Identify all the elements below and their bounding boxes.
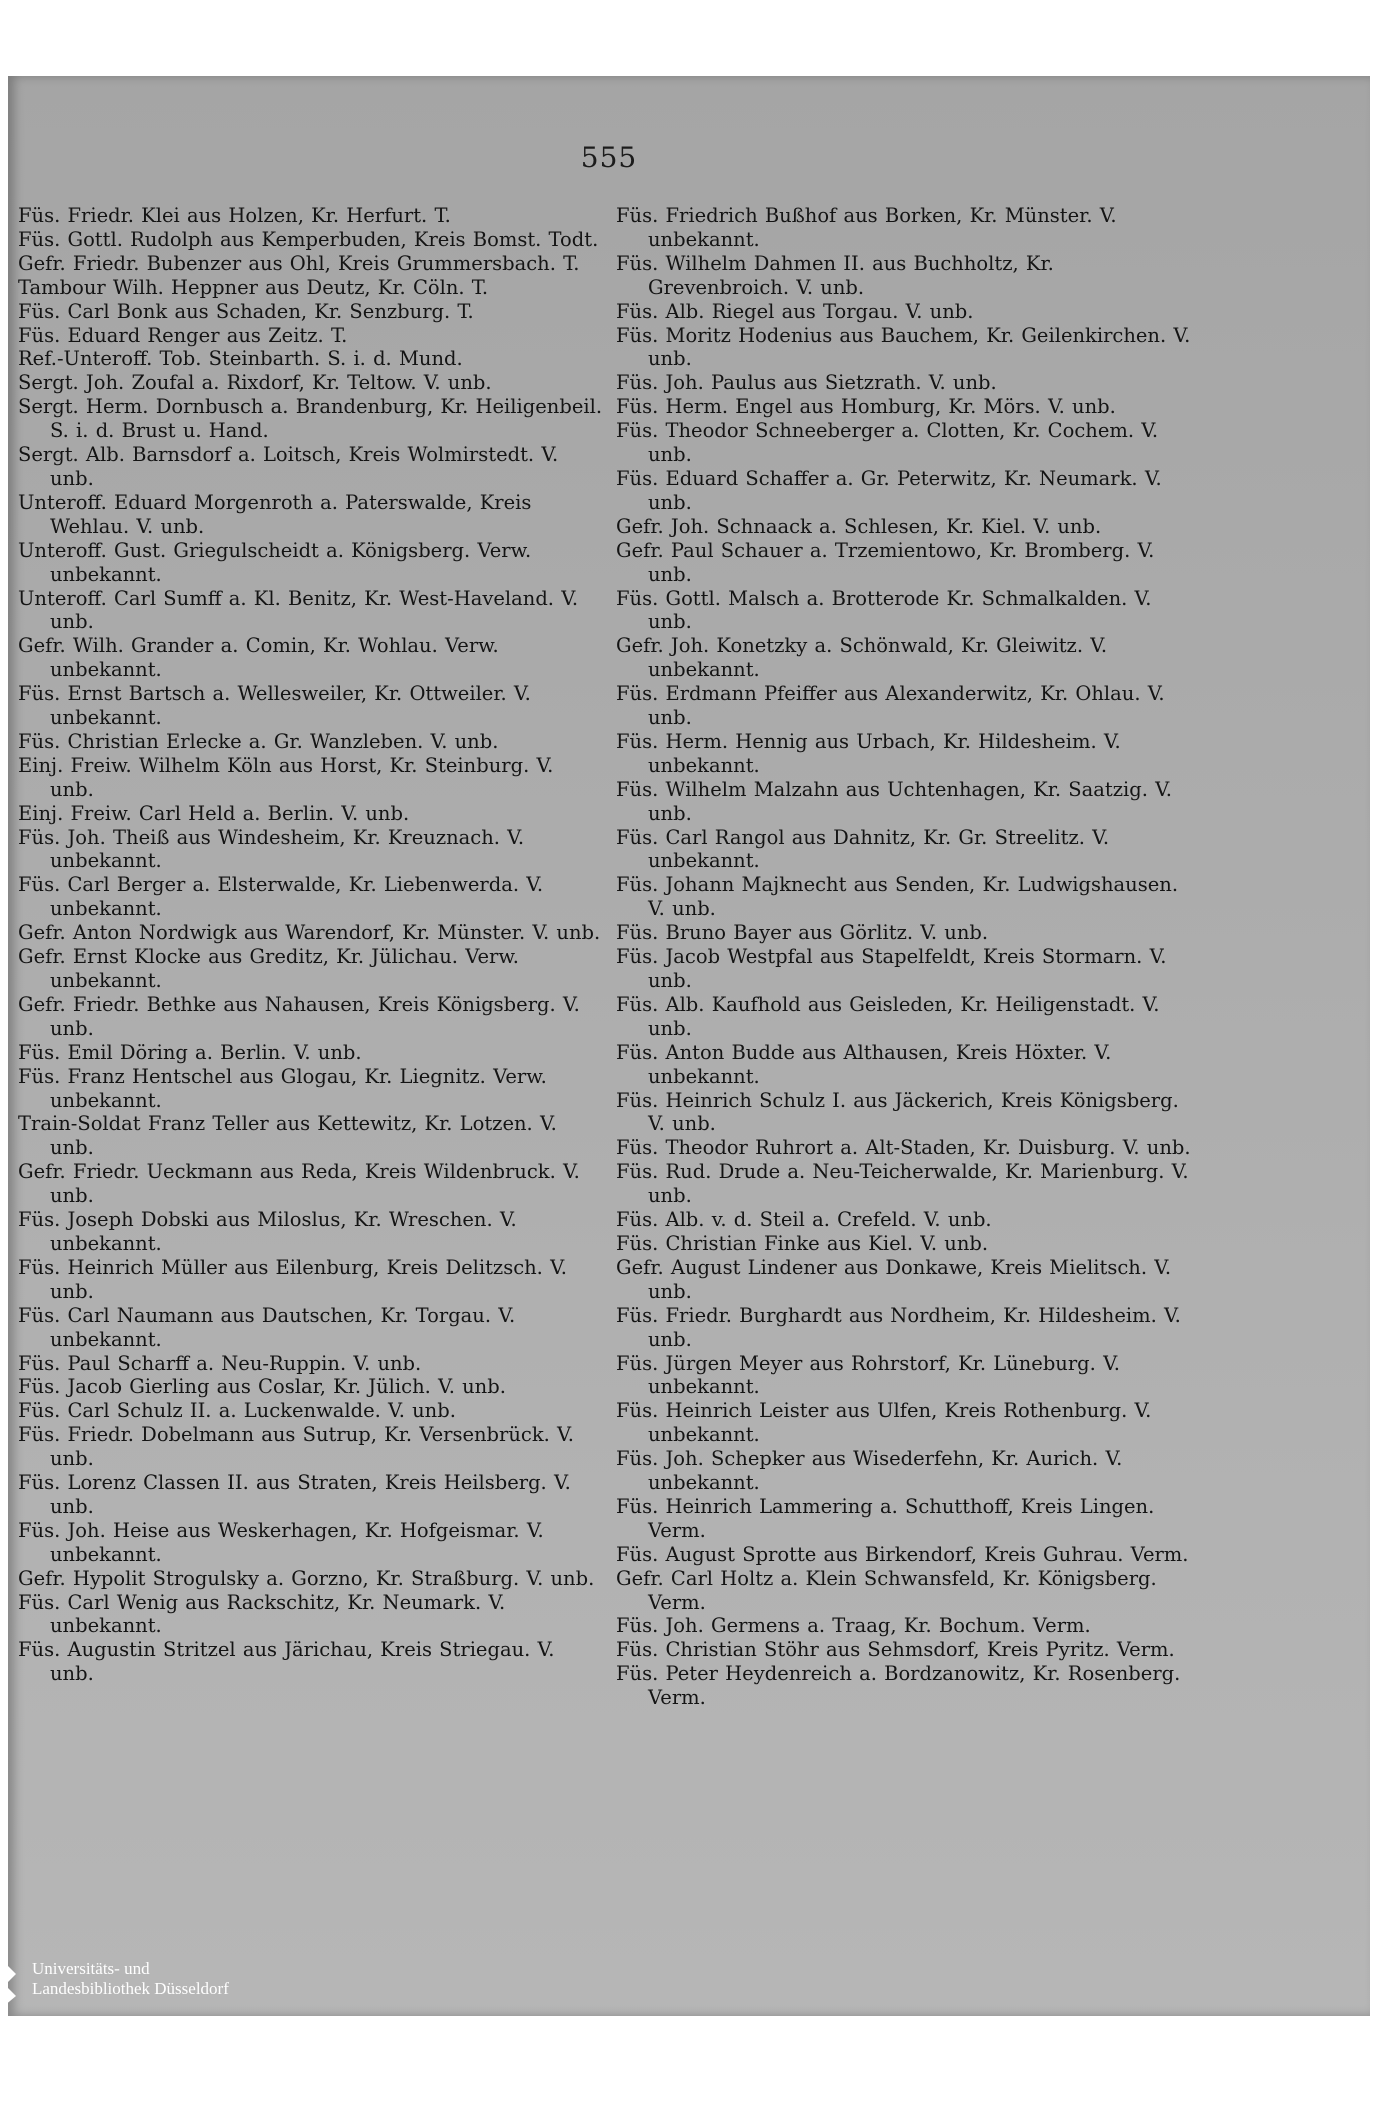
list-item: Ref.-Unteroff. Tob. Steinbarth. S. i. d. Mund. [18,347,463,371]
list-item: Sergt. Herm. Dornbusch a. Brandenburg, Kr. Heiligenbeil. S. i. d. Brust u. Hand. [18,395,603,443]
page-number: 555 [580,141,638,174]
list-item: Füs. Heinrich Müller aus Eilenburg, Kreis Delitzsch. V. unb. [18,1255,567,1303]
list-item: Füs. Theodor Schneeberger a. Clotten, Kr. Cochem. V. unb. [616,419,1159,467]
list-item: Füs. Alb. Riegel aus Torgau. V. unb. [616,299,974,323]
list-item: Füs. Anton Budde aus Althausen, Kreis Höxter. V. unbekannt. [616,1040,1112,1088]
list-item: Gefr. Friedr. Bubenzer aus Ohl, Kreis Grummersbach. T. [18,251,580,275]
list-item: Füs. Paul Scharff a. Neu-Ruppin. V. unb. [18,1351,422,1375]
list-item: Füs. Jacob Gierling aus Coslar, Kr. Jülich. V. unb. [18,1375,506,1399]
list-item: Füs. Heinrich Leister aus Ulfen, Kreis Rothenburg. V. unbekannt. [616,1399,1152,1447]
list-item: Füs. Ernst Bartsch a. Wellesweiler, Kr. Ottweiler. V. unbekannt. [18,682,531,730]
list-item: Füs. Heinrich Schulz I. aus Jäckerich, Kreis Königsberg. V. unb. [616,1088,1179,1136]
list-item: Füs. Carl Wenig aus Rackschitz, Kr. Neumark. V. unbekannt. [18,1590,506,1638]
list-item: Gefr. Ernst Klocke aus Greditz, Kr. Jülichau. Verw. unbekannt. [18,945,519,992]
right-column [616,204,1201,1710]
list-item: Füs. Joh. Theiß aus Windesheim, Kr. Kreuznach. V. unbekannt. [18,825,525,873]
list-item: Füs. Lorenz Classen II. aus Straten, Kreis Heilsberg. V. unb. [18,1471,571,1518]
list-item: Füs. Joh. Schepker aus Wisederfehn, Kr. Aurich. V. unbekannt. [616,1447,1123,1495]
list-item: Füs. Theodor Ruhrort a. Alt-Staden, Kr. Duisburg. V. unb. [616,1136,1191,1160]
list-item: Füs. Wilhelm Malzahn aus Uchtenhagen, Kr. Saatzig. V. unb. [616,777,1172,825]
scanned-page [8,76,1370,2016]
list-item: Füs. Herm. Hennig aus Urbach, Kr. Hildesheim. V. unbekannt. [616,729,1121,777]
list-item: Füs. Carl Schulz II. a. Luckenwalde. V. unb. [18,1399,456,1423]
list-item: Gefr. Friedr. Ueckmann aus Reda, Kreis Wildenbruck. V. unb. [18,1160,580,1208]
list-item: Gefr. Hypolit Strogulsky a. Gorzno, Kr. Straßburg. V. unb. [18,1566,595,1590]
library-logo-text [32,1959,229,1999]
list-item: Füs. Jürgen Meyer aus Rohrstorf, Kr. Lüneburg. V. unbekannt. [616,1351,1120,1399]
list-item: Füs. Carl Berger a. Elsterwalde, Kr. Liebenwerda. V. unbekannt. [18,873,544,921]
list-item: Einj. Freiw. Carl Held a. Berlin. V. unb. [18,801,410,825]
list-item: Füs. Eduard Schaffer a. Gr. Peterwitz, Kr. Neumark. V. unb. [616,466,1162,514]
list-item: Füs. Augustin Stritzel aus Järichau, Kreis Striegau. V. unb. [18,1638,555,1686]
left-column [18,204,603,1686]
list-item: Füs. Bruno Bayer aus Görlitz. V. unb. [616,921,989,945]
library-logo-line-1: Universitäts- und [32,1959,150,1978]
library-logo [0,1956,420,2016]
list-item: Füs. Wilhelm Dahmen II. aus Buchholtz, Kr. Grevenbroich. V. unb. [616,251,1054,299]
list-item: Füs. Jacob Westpfal aus Stapelfeldt, Kreis Stormarn. V. unb. [616,945,1167,992]
list-item: Gefr. Paul Schauer a. Trzemientowo, Kr. Bromberg. V. unb. [616,538,1155,586]
list-item: Füs. Alb. Kaufhold aus Geisleden, Kr. Heiligenstadt. V. unb. [616,992,1160,1040]
list-item: Füs. Heinrich Lammering a. Schutthoff, Kreis Lingen. Verm. [616,1494,1155,1542]
list-item: Füs. August Sprotte aus Birkendorf, Kreis Guhrau. Verm. [616,1542,1189,1566]
library-logo-line-2: Landesbibliothek Düsseldorf [32,1979,229,1998]
list-item: Füs. Carl Naumann aus Dautschen, Kr. Torgau. V. unbekannt. [18,1303,516,1351]
list-item: Unteroff. Carl Sumff a. Kl. Benitz, Kr. West-Haveland. V. unb. [18,586,579,634]
list-item: Gefr. Friedr. Bethke aus Nahausen, Kreis Königsberg. V. unb. [18,992,580,1040]
list-item: Gefr. Joh. Schnaack a. Schlesen, Kr. Kiel. V. unb. [616,514,1102,538]
list-item: Füs. Eduard Renger aus Zeitz. T. [18,323,348,347]
list-item: Füs. Peter Heydenreich a. Bordzanowitz, Kr. Rosenberg. Verm. [616,1662,1181,1710]
list-item: Train-Soldat Franz Teller aus Kettewitz, Kr. Lotzen. V. unb. [18,1112,557,1160]
list-item: Füs. Joh. Paulus aus Sietzrath. V. unb. [616,371,997,395]
list-item: Füs. Joh. Heise aus Weskerhagen, Kr. Hofgeismar. V. unbekannt. [18,1518,544,1566]
list-item: Sergt. Joh. Zoufal a. Rixdorf, Kr. Teltow. V. unb. [18,371,492,395]
list-item: Füs. Christian Stöhr aus Sehmsdorf, Kreis Pyritz. Verm. [616,1638,1175,1662]
list-item: Füs. Moritz Hodenius aus Bauchem, Kr. Geilenkirchen. V. unb. [616,323,1191,371]
list-item: Gefr. Wilh. Grander a. Comin, Kr. Wohlau. Verw. unbekannt. [18,634,499,682]
list-item: Füs. Alb. v. d. Steil a. Crefeld. V. unb. [616,1208,992,1232]
list-item: Füs. Friedr. Klei aus Holzen, Kr. Herfurt. T. [18,204,451,227]
list-item: Füs. Friedr. Burghardt aus Nordheim, Kr. Hildesheim. V. unb. [616,1303,1181,1351]
list-item: Füs. Herm. Engel aus Homburg, Kr. Mörs. V. unb. [616,395,1116,419]
list-item: Gefr. August Lindener aus Donkawe, Kreis Mielitsch. V. unb. [616,1255,1172,1303]
list-item: Füs. Christian Finke aus Kiel. V. unb. [616,1231,989,1255]
list-item: Füs. Christian Erlecke a. Gr. Wanzleben. V. unb. [18,729,499,753]
list-item: Füs. Carl Bonk aus Schaden, Kr. Senzburg. T. [18,299,474,323]
library-logo-icon [2,1960,26,2006]
list-item: Füs. Emil Döring a. Berlin. V. unb. [18,1040,362,1064]
list-item: Unteroff. Gust. Griegulscheidt a. Königsberg. Verw. unbekannt. [18,538,532,586]
list-item: Füs. Gottl. Rudolph aus Kemperbuden, Kreis Bomst. Todt. [18,227,599,251]
list-item: Füs. Joseph Dobski aus Miloslus, Kr. Wreschen. V. unbekannt. [18,1208,517,1255]
list-item: Füs. Johann Majknecht aus Senden, Kr. Ludwigshausen. V. unb. [616,873,1179,921]
list-item: Gefr. Joh. Konetzky a. Schönwald, Kr. Gleiwitz. V. unbekannt. [616,634,1108,682]
list-item: Sergt. Alb. Barnsdorf a. Loitsch, Kreis Wolmirstedt. V. unb. [18,443,559,490]
list-item: Unteroff. Eduard Morgenroth a. Paterswalde, Kreis Wehlau. V. unb. [18,490,532,538]
list-item: Füs. Carl Rangol aus Dahnitz, Kr. Gr. Streelitz. V. unbekannt. [616,825,1110,873]
list-item: Füs. Franz Hentschel aus Glogau, Kr. Liegnitz. Verw. unbekannt. [18,1064,547,1112]
list-item: Tambour Wilh. Heppner aus Deutz, Kr. Cöln. T. [18,275,489,299]
list-item: Füs. Gottl. Malsch a. Brotterode Kr. Schmalkalden. V. unb. [616,586,1152,634]
list-item: Einj. Freiw. Wilhelm Köln aus Horst, Kr. Steinburg. V. unb. [18,753,554,801]
list-item: Gefr. Carl Holtz a. Klein Schwansfeld, Kr. Königsberg. Verm. [616,1566,1157,1614]
list-item: Füs. Joh. Germens a. Traag, Kr. Bochum. Verm. [616,1614,1091,1638]
list-item: Füs. Rud. Drude a. Neu-Teicherwalde, Kr. Marienburg. V. unb. [616,1160,1189,1208]
list-item: Füs. Friedr. Dobelmann aus Sutrup, Kr. Versenbrück. V. unb. [18,1423,574,1471]
list-item: Füs. Friedrich Bußhof aus Borken, Kr. Münster. V. unbekannt. [616,204,1117,251]
list-item: Füs. Erdmann Pfeiffer aus Alexanderwitz, Kr. Ohlau. V. unb. [616,682,1165,730]
list-item: Gefr. Anton Nordwigk aus Warendorf, Kr. Münster. V. unb. [18,921,601,945]
